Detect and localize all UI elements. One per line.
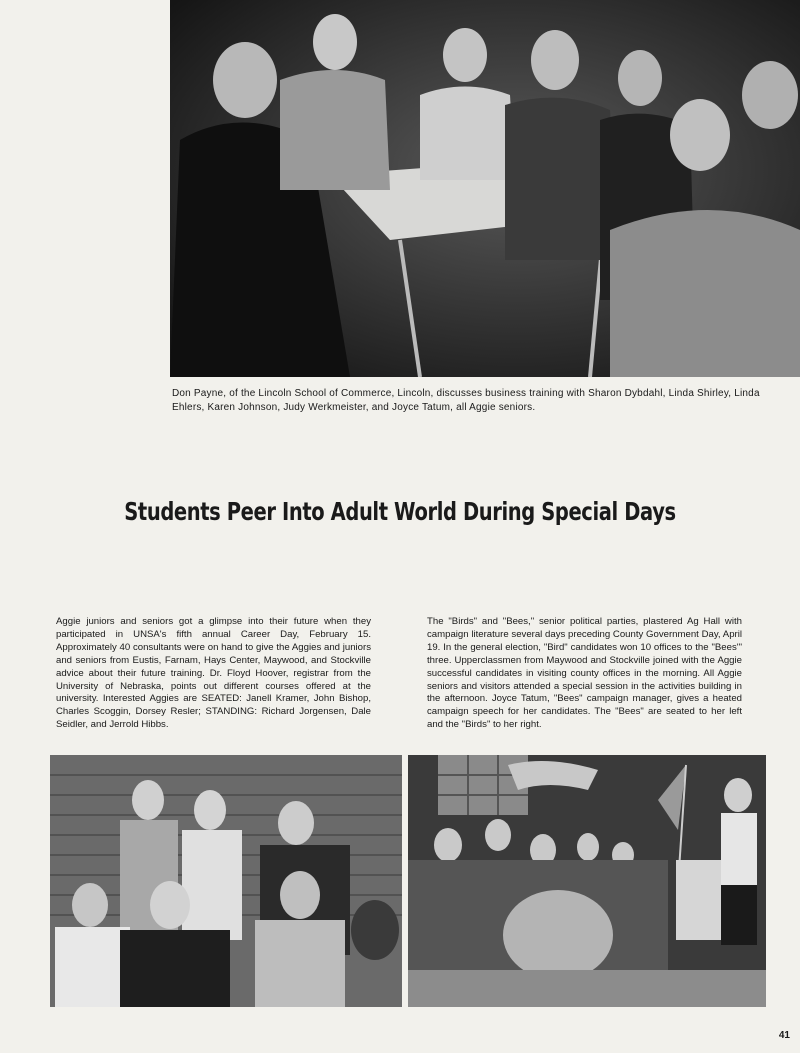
photo-career-day-group	[50, 755, 402, 1007]
page-number: 41	[778, 1030, 790, 1041]
photo-business-training-image	[170, 0, 800, 377]
photo-caption-top: Don Payne, of the Lincoln School of Commerce, Lincoln, discusses business training with Sharon Dybdahl, Linda Shirley, Linda Ehlers, Karen Johnson, Judy Werkmeister, and Joyce Tatum, all Aggie seniors.	[172, 388, 760, 413]
photo-career-day-group-image	[50, 755, 402, 1007]
photo-campaign-speech-image	[408, 755, 766, 1007]
photo-campaign-speech	[408, 755, 766, 1007]
article-column-right: The "Birds" and "Bees," senior political parties, plastered Ag Hall with campaign literature several days preceding County Government Day, April 19. In the general election, "Bird" candidates won 10 offices to the "Bees'" three. Upperclassmen from Maywood and Stockville joined with the Aggie successful candidates in visiting county offices in the morning. All Aggie seniors and visitors attended a special session in the activities building in the afternoon. Joyce Tatum, "Bees" campaign manager, gives a heated campaign speech for her candidates. The "Bees" are seated to her left and the "Birds" to her right.	[427, 616, 742, 731]
page-headline: Students Peer Into Adult World During Special Days	[124, 497, 676, 526]
article-column-left: Aggie juniors and seniors got a glimpse into their future when they participated in UNSA's fifth annual Career Day, February 15. Approximately 40 consultants were on hand to give the Aggies and juniors and seniors from Eustis, Farnam, Hays Center, Maywood, and Stockville advice about their future training. Dr. Floyd Hoover, registrar from the University of Nebraska, points out different courses offered at the university. Interested Aggies are SEATED: Janell Kramer, John Bishop, Charles Scoggin, Dorsey Resler; STANDING: Richard Jorgensen, Dale Seidler, and Jerrold Hibbs.	[56, 616, 371, 731]
photo-business-training	[170, 0, 800, 377]
